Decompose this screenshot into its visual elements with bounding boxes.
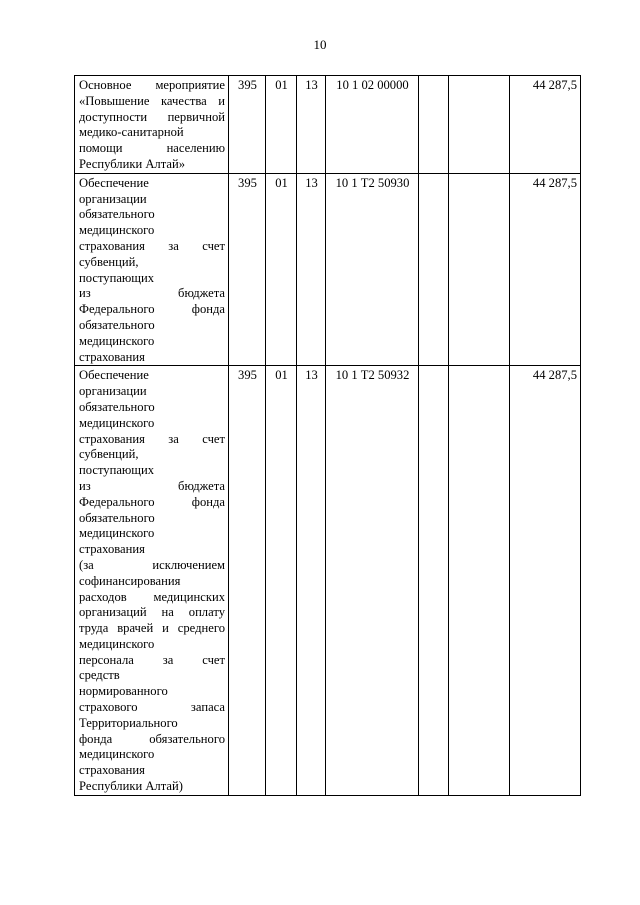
item-name-line: (за исключением (79, 557, 225, 572)
item-name-cell (75, 366, 229, 796)
item-name-line: организации (79, 191, 147, 206)
item-name-line: медицинского (79, 415, 155, 430)
table-row (75, 173, 581, 366)
item-name-line: Территориального (79, 715, 178, 730)
amount-cell: 44 287,5 (510, 173, 581, 366)
item-name-line: страхования за счет (79, 431, 225, 446)
item-name-line: Основное мероприятие (79, 78, 225, 92)
section-code-cell: 01 (266, 366, 297, 796)
item-name-line: субвенций, (79, 254, 139, 269)
ministry-code-cell: 395 (229, 173, 266, 366)
target-article-cell: 10 1 02 00000 (326, 76, 419, 174)
amount-cell: 44 287,5 (510, 366, 581, 796)
item-name-line: организаций на оплату (79, 605, 225, 620)
item-name-line: «Повышение качества и (79, 93, 225, 108)
item-name-line: страхового запаса (79, 700, 225, 715)
item-name-line: расходов медицинских (79, 589, 225, 604)
ministry-code-cell: 395 (229, 76, 266, 174)
amount-cell: 44 287,5 (510, 76, 581, 174)
item-name-line: медико-санитарной (79, 125, 184, 140)
item-name-line: из бюджета (79, 478, 225, 493)
item-name-line: медицинского (79, 747, 155, 762)
item-name-line: Обеспечение (79, 175, 149, 190)
item-name-line: медицинского (79, 526, 155, 541)
expense-type-cell (419, 366, 449, 796)
item-name-cell (75, 173, 229, 366)
expense-type-cell (419, 76, 449, 174)
ministry-code-cell: 395 (229, 366, 266, 796)
item-name-line: поступающих (79, 270, 155, 285)
item-name-line: страхования за счет (79, 238, 225, 253)
item-name-line: поступающих (79, 463, 155, 478)
item-name-line: Республики Алтай» (79, 156, 185, 171)
item-name-line: обязательного (79, 207, 155, 222)
item-name-line: субвенций, (79, 447, 139, 462)
empty-cell (449, 173, 510, 366)
item-name-line: страхования (79, 763, 145, 778)
page-number: 10 (313, 37, 327, 52)
empty-cell (449, 76, 510, 174)
item-name-line: обязательного (79, 399, 155, 414)
target-article-cell: 10 1 Т2 50930 (326, 173, 419, 366)
budget-table (74, 75, 581, 796)
item-name-line: медицинского (79, 333, 155, 348)
item-name-line: страхования (79, 542, 145, 557)
item-name-line: помощи населению (79, 141, 225, 156)
item-name-line: организации (79, 384, 147, 399)
table-body (75, 76, 581, 796)
item-name-line: Республики Алтай) (79, 779, 183, 794)
expense-type-cell (419, 173, 449, 366)
item-name-line: средств (79, 668, 120, 683)
item-name-line: обязательного (79, 510, 155, 525)
item-name-line: страхования (79, 349, 145, 364)
section-code-cell: 01 (266, 173, 297, 366)
item-name-line: Федерального фонда (79, 494, 225, 509)
target-article-cell: 10 1 Т2 50932 (326, 366, 419, 796)
empty-cell (449, 366, 510, 796)
subsection-code-cell: 13 (297, 366, 326, 796)
item-name-line: персонала за счет (79, 652, 225, 667)
item-name-line: обязательного (79, 317, 155, 332)
subsection-code-cell: 13 (297, 173, 326, 366)
item-name-line: доступности первичной (79, 109, 225, 124)
item-name-line: нормированного (79, 684, 168, 699)
item-name-line: труда врачей и среднего (79, 621, 225, 636)
item-name-line: из бюджета (79, 286, 225, 301)
item-name-line: Федерального фонда (79, 302, 225, 317)
item-name-cell (75, 76, 229, 174)
table-row (75, 366, 581, 796)
section-code-cell: 01 (266, 76, 297, 174)
item-name-line: софинансирования (79, 573, 181, 588)
item-name-line: медицинского (79, 636, 155, 651)
item-name-line: медицинского (79, 223, 155, 238)
item-name-line: фонда обязательного (79, 731, 225, 746)
table-row (75, 76, 581, 174)
item-name-line: Обеспечение (79, 368, 149, 383)
subsection-code-cell: 13 (297, 76, 326, 174)
